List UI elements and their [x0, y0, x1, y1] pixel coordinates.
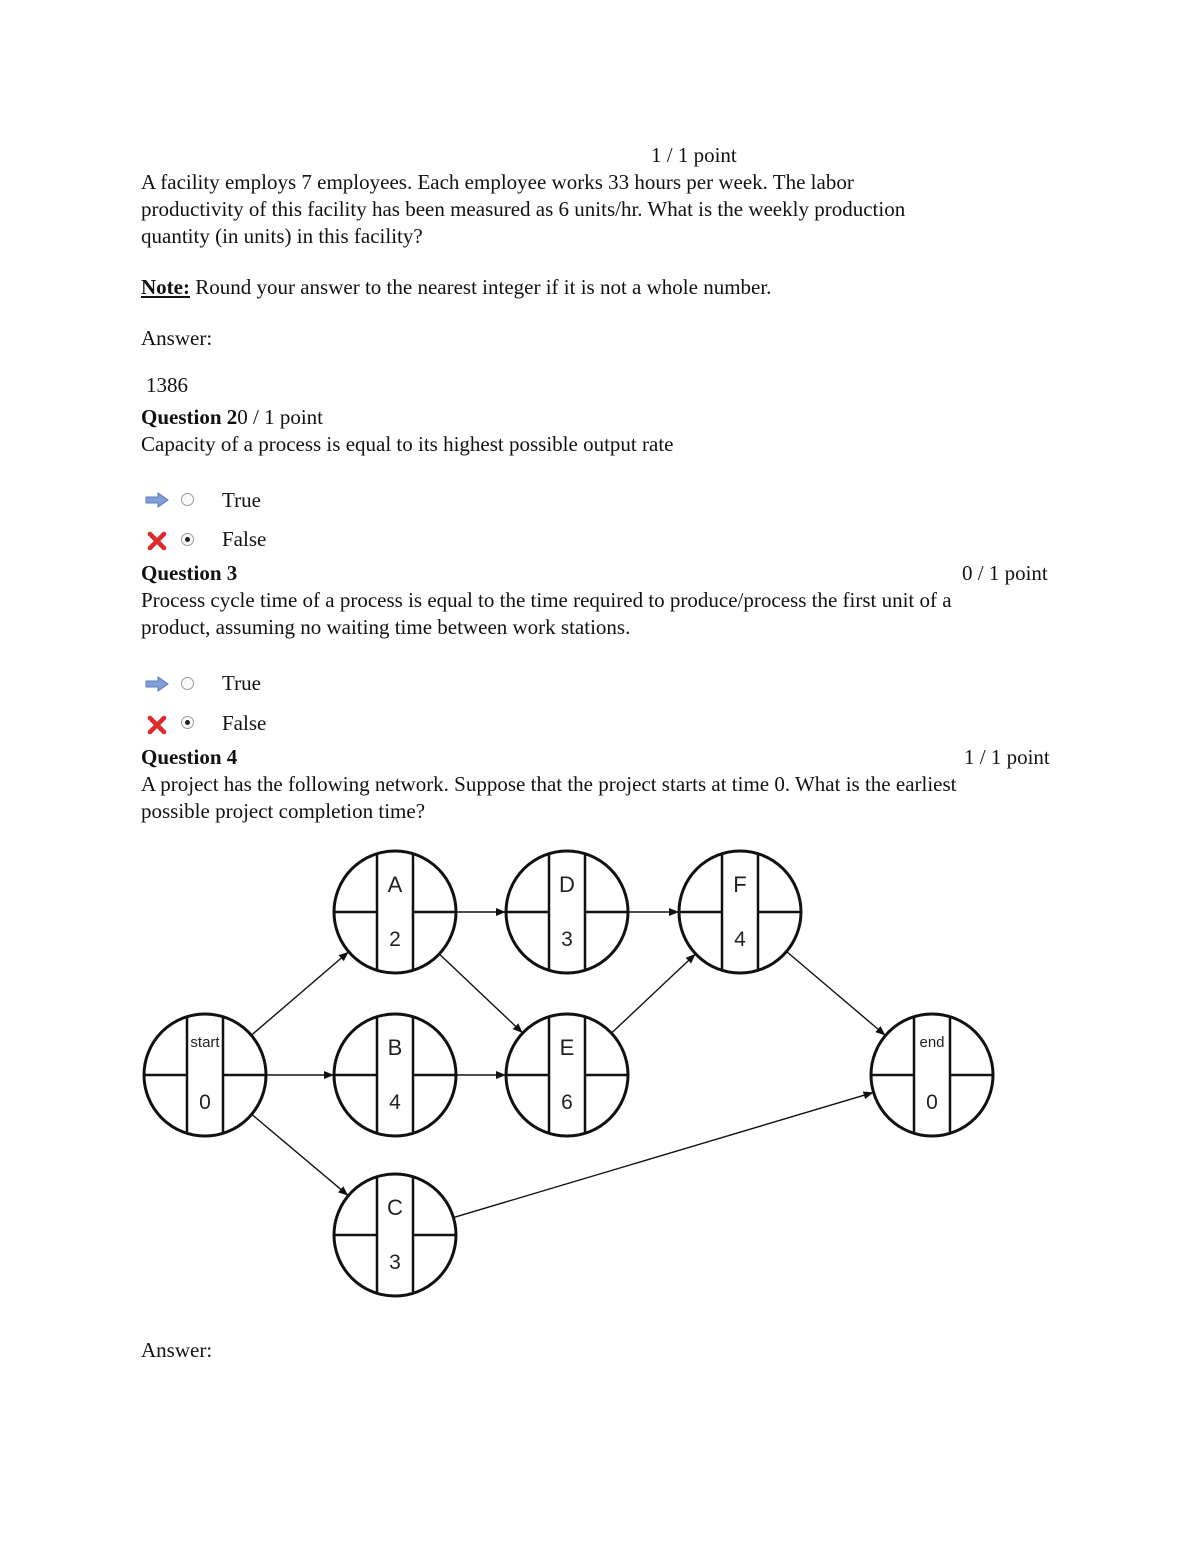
q1-answer-value: 1386 [146, 373, 188, 397]
node-name: start [190, 1034, 220, 1051]
q1-text-line-2: productivity of this facility has been measured as 6 units/hr. What is the weekly production [141, 197, 906, 221]
node-name: F [733, 872, 747, 897]
edge-F-end [787, 951, 885, 1034]
node-F [679, 851, 801, 973]
q1-answer-label: Answer: [141, 326, 213, 350]
q2-score: 0 / 1 point [237, 405, 324, 429]
node-name: end [919, 1034, 945, 1051]
q1-note-label: Note: [141, 275, 190, 299]
node-name: D [559, 872, 575, 897]
node-duration: 2 [389, 928, 401, 951]
node-end [871, 1014, 993, 1136]
node-duration: 3 [561, 928, 573, 951]
node-name: A [387, 872, 403, 897]
q4-text-line-1: A project has the following network. Suppose that the project starts at time 0. What is the earliest [141, 772, 957, 796]
edge-A-E [439, 954, 522, 1032]
q3-text-line-1: Process cycle time of a process is equal to the time required to produce/process the first unit of a [141, 588, 952, 612]
q3-option-true-label: True [222, 671, 261, 695]
node-duration: 0 [926, 1091, 938, 1114]
q4-text-line-2: possible project completion time? [141, 799, 426, 823]
q3-text-line-2: product, assuming no waiting time between work stations. [141, 615, 631, 639]
q1-text-line-3: quantity (in units) in this facility? [141, 224, 423, 248]
node-duration: 4 [389, 1091, 401, 1114]
node-D [506, 851, 628, 973]
q2-option-false-label: False [222, 527, 267, 551]
edge-start-A [251, 952, 348, 1035]
node-A [334, 851, 456, 973]
q2-title: Question 2 [141, 405, 238, 429]
q2-text: Capacity of a process is equal to its highest possible output rate [141, 432, 674, 456]
q4-score: 1 / 1 point [964, 745, 1050, 769]
q2-option-true-label: True [222, 488, 261, 512]
node-duration: 6 [561, 1091, 573, 1114]
node-name: E [559, 1035, 575, 1060]
q3-option-false-label: False [222, 711, 267, 735]
node-duration: 0 [199, 1091, 211, 1114]
node-name: C [387, 1195, 403, 1220]
node-duration: 3 [389, 1251, 401, 1274]
q4-answer-label: Answer: [141, 1338, 213, 1362]
edge-E-F [611, 955, 694, 1034]
node-E [506, 1014, 628, 1136]
q1-score: 1 / 1 point [651, 143, 737, 167]
node-name: B [387, 1035, 403, 1060]
edge-start-C [252, 1114, 348, 1195]
q1-text-line-1: A facility employs 7 employees. Each employee works 33 hours per week. The labor [141, 170, 854, 194]
node-B [334, 1014, 456, 1136]
node-duration: 4 [734, 928, 746, 951]
node-C [334, 1174, 456, 1296]
node-start [144, 1014, 266, 1136]
q3-title: Question 3 [141, 561, 238, 585]
q4-title: Question 4 [141, 745, 238, 769]
q3-score: 0 / 1 point [962, 561, 1048, 585]
q1-note-text: Round your answer to the nearest integer if it is not a whole number. [189, 275, 772, 299]
